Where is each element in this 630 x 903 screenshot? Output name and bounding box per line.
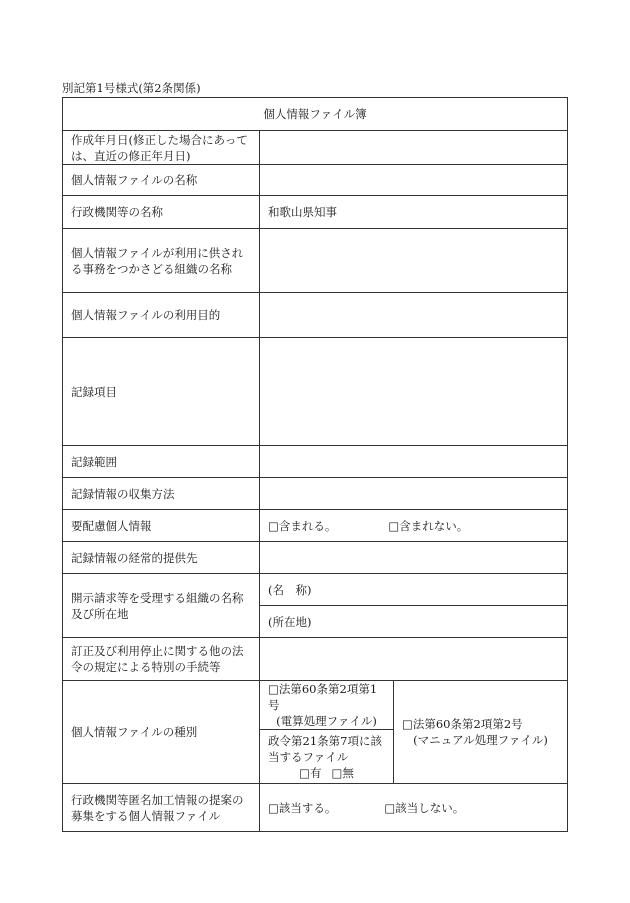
checkbox-sensitive-included[interactable]: □含まれる。	[268, 518, 337, 533]
value-created-date[interactable]	[260, 131, 568, 165]
value-sensitive	[260, 510, 568, 542]
value-items[interactable]	[260, 338, 568, 446]
value-scope[interactable]	[260, 446, 568, 478]
row-agency	[63, 196, 568, 229]
row-org	[63, 229, 568, 293]
label-sensitive: 要配慮個人情報	[63, 510, 260, 542]
row-collection	[63, 478, 568, 510]
checkbox-sensitive-not-included[interactable]: □含まれない。	[388, 518, 469, 533]
checkbox-manual-file[interactable]: □法第60条第2項第2号	[402, 717, 523, 731]
row-anonymized	[63, 784, 568, 832]
checkbox-anonymized-applicable[interactable]: □該当する。	[268, 800, 337, 815]
label-scope: 記録範囲	[63, 446, 260, 478]
label-purpose: 個人情報ファイルの利用目的	[63, 293, 260, 338]
manual-file-note: (マニュアル処理ファイル)	[413, 733, 548, 747]
option-manual-file[interactable]	[394, 681, 568, 784]
label-disclosure: 開示請求等を受理する組織の名称及び所在地	[63, 574, 260, 638]
row-scope	[63, 446, 568, 478]
row-file-type	[63, 681, 568, 730]
row-items	[63, 338, 568, 446]
label-agency: 行政機関等の名称	[63, 196, 260, 229]
label-org: 個人情報ファイルが利用に供される事務をつかさどる組織の名称	[63, 229, 260, 293]
form-title: 個人情報ファイル簿	[63, 98, 568, 131]
label-anonymized: 行政機関等匿名加工情報の提案の募集をする個人情報ファイル	[63, 784, 260, 832]
row-created-date	[63, 131, 568, 165]
label-correction: 訂正及び利用停止に関する他の法令の規定による特別の手続等	[63, 638, 260, 681]
checkbox-electronic-file[interactable]: □法第60条第2項第1号	[268, 682, 378, 712]
value-file-name[interactable]	[260, 165, 568, 196]
label-items: 記録項目	[63, 338, 260, 446]
option-electronic-file[interactable]	[260, 681, 394, 730]
value-correction[interactable]	[260, 638, 568, 681]
row-disclosure	[63, 574, 568, 606]
label-collection: 記録情報の収集方法	[63, 478, 260, 510]
value-provision[interactable]	[260, 542, 568, 574]
row-sensitive	[63, 510, 568, 542]
ordinance-file-label: 政令第21条第7項に該当するファイル	[268, 733, 382, 764]
label-created-date: 作成年月日(修正した場合にあっては、直近の修正年月日)	[63, 131, 260, 165]
value-org[interactable]	[260, 229, 568, 293]
checkbox-ordinance-no[interactable]: □無	[331, 765, 354, 780]
checkbox-anonymized-not-applicable[interactable]: □該当しない。	[384, 800, 465, 815]
row-correction	[63, 638, 568, 681]
form-caption: 別記第1号様式(第2条関係)	[62, 81, 201, 95]
personal-info-file-register	[62, 97, 568, 832]
checkbox-ordinance-yes[interactable]: □有	[299, 765, 322, 780]
option-ordinance-file	[260, 730, 394, 784]
row-provision	[63, 542, 568, 574]
value-agency[interactable]: 和歌山県知事	[260, 196, 568, 229]
label-file-type: 個人情報ファイルの種別	[63, 681, 260, 784]
value-disclosure-address[interactable]: (所在地)	[260, 606, 568, 638]
row-file-name	[63, 165, 568, 196]
electronic-file-note: (電算処理ファイル)	[276, 714, 377, 728]
value-anonymized	[260, 784, 568, 832]
label-provision: 記録情報の経常的提供先	[63, 542, 260, 574]
value-disclosure-name[interactable]: (名 称)	[260, 574, 568, 606]
value-collection[interactable]	[260, 478, 568, 510]
value-purpose[interactable]	[260, 293, 568, 338]
row-purpose	[63, 293, 568, 338]
label-file-name: 個人情報ファイルの名称	[63, 165, 260, 196]
